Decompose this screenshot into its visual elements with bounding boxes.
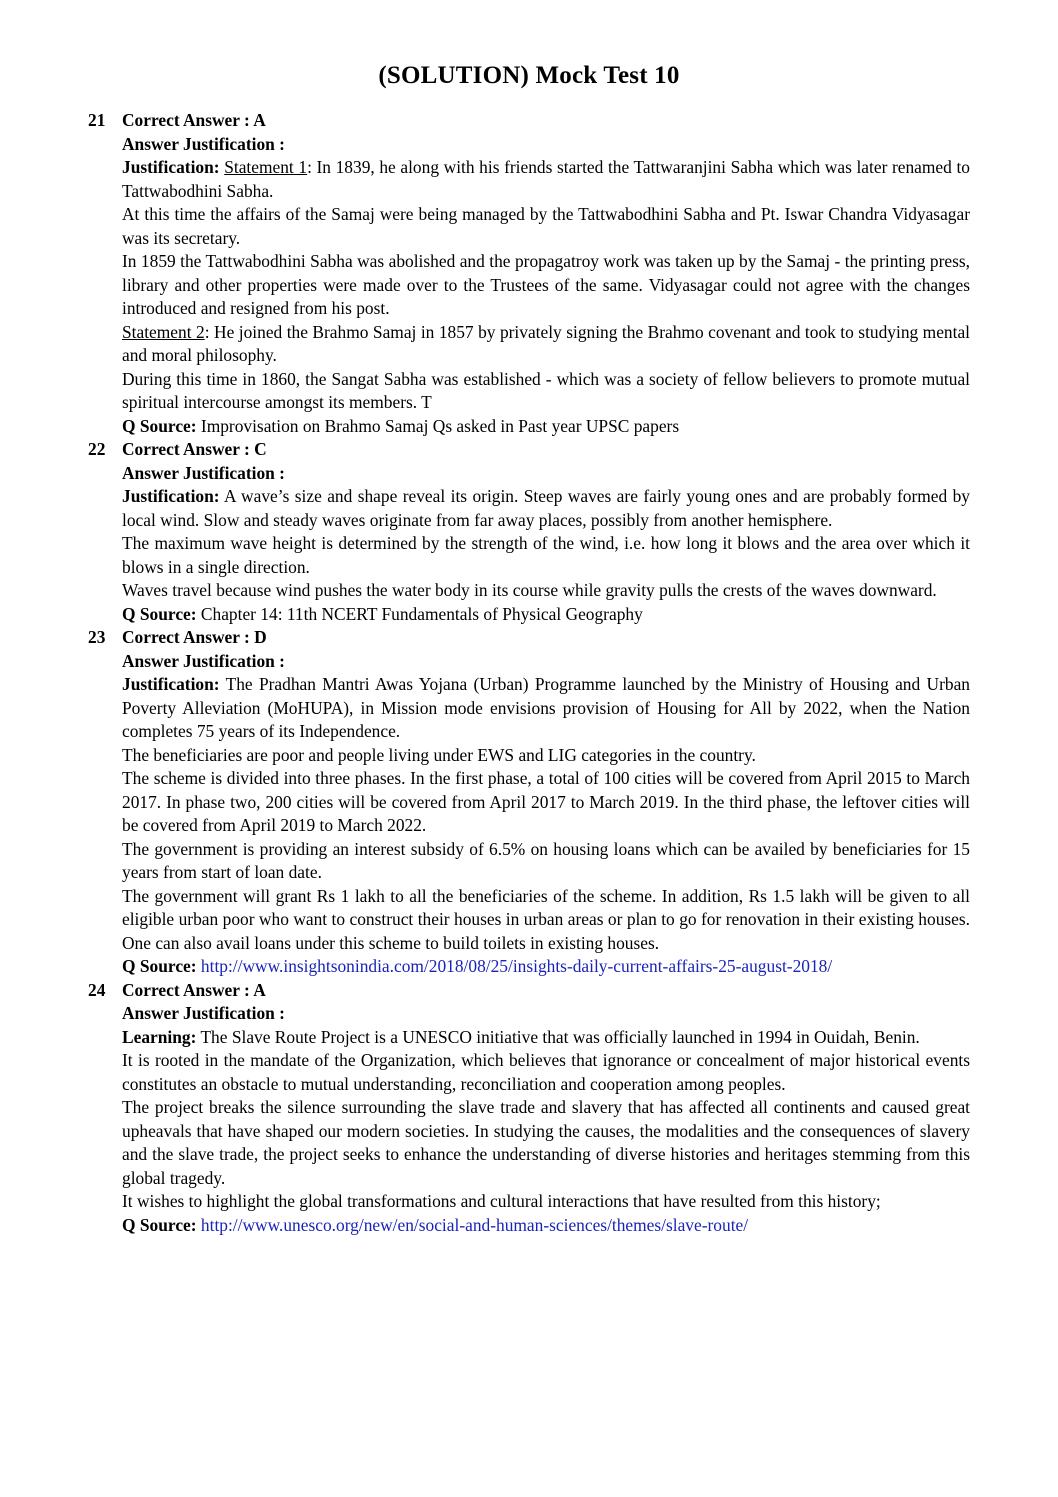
q-source-label: Q Source: (122, 956, 197, 976)
paragraph: The government is providing an interest subsidy of 6.5% on housing loans which can be availed by beneficiaries for 15 years from start of loan date. (122, 838, 970, 882)
question-number: 22 (88, 439, 106, 459)
justification-label: Justification: (122, 157, 220, 177)
correct-answer: Correct Answer : A (122, 110, 266, 130)
justification-paragraph (122, 673, 970, 744)
answer-justification-header: Answer Justification : (122, 462, 285, 483)
learning-paragraph (122, 1026, 970, 1050)
justification-paragraph (122, 485, 970, 532)
statement-2-label: Statement 2 (122, 321, 205, 342)
q-source-text: Improvisation on Brahmo Samaj Qs asked in Past year UPSC papers (196, 415, 680, 436)
correct-answer-line (88, 438, 970, 462)
paragraph: The maximum wave height is determined by the strength of the wind, i.e. how long it blows and the area over which it blows in a single direction. (122, 533, 970, 577)
solutions-document (88, 109, 970, 1237)
q-source (122, 1214, 970, 1238)
question-22 (88, 438, 970, 626)
correct-answer: Correct Answer : C (122, 439, 267, 459)
justification-text: A wave’s size and shape reveal its origin. Steep waves are fairly young ones and are probably formed by local wind. Slow and steady waves originate from far away places, possibly from another hemisphere. (122, 486, 970, 530)
correct-answer: Correct Answer : A (122, 979, 266, 1000)
paragraph: During this time in 1860, the Sangat Sabha was established - which was a society of fellow believers to promote mutual spiritual intercourse amongst its members. T (122, 368, 970, 412)
paragraph: At this time the affairs of the Samaj were being managed by the Tattwabodhini Sabha and Pt. Iswar Chandra Vidyasagar was its secretary. (122, 204, 970, 248)
correct-answer-line (88, 626, 970, 650)
q-source-label: Q Source: (122, 415, 197, 436)
justification-label: Justification: (122, 486, 220, 506)
correct-answer-line (88, 109, 970, 133)
q-source-link[interactable]: http://www.insightsonindia.com/2018/08/25/insights-daily-current-affairs-25-august-2018/ (200, 956, 833, 976)
paragraph: In 1859 the Tattwabodhini Sabha was abolished and the propagatroy work was taken up by the Samaj - the printing press, library and other properties were made over to the Trustees of the same. Vidyasagar could not agree with the changes introduced and resigned from his post. (122, 251, 970, 318)
paragraph: The project breaks the silence surrounding the slave trade and slavery that has affected all continents and caused great upheavals that have shaped our modern societies. In studying the causes, the modalities and the consequences of slavery and the slave trade, the project seeks to enhance the understanding of diverse histories and heritages stemming from this global tragedy. (122, 1097, 970, 1188)
q-source-label: Q Source: (122, 603, 197, 624)
question-number: 23 (88, 627, 106, 647)
answer-justification-header: Answer Justification : (122, 1003, 285, 1023)
q-source (122, 955, 970, 979)
paragraph: The scheme is divided into three phases. In the first phase, a total of 100 cities will be covered from April 2015 to March 2017. In phase two, 200 cities will be covered from April 2017 to March 2019. In the third phase, the leftover cities will be covered from April 2019 to March 2022. (122, 768, 970, 835)
statement-1-label: Statement 1 (224, 157, 308, 177)
page-title: (SOLUTION) Mock Test 10 (378, 62, 680, 89)
paragraph: It is rooted in the mandate of the Organization, which believes that ignorance or concealment of major historical events constitutes an obstacle to mutual understanding, reconciliation and cooperation among peoples. (122, 1050, 970, 1094)
paragraph: The government will grant Rs 1 lakh to all the beneficiaries of the scheme. In addition, Rs 1.5 lakh will be given to all eligible urban poor who want to construct their houses in urban areas or plan to go for renovation in their existing houses. One can also avail loans under this scheme to build toilets in existing houses. (122, 885, 970, 953)
q-source-link[interactable]: http://www.unesco.org/new/en/social-and-human-sciences/themes/slave-route/ (200, 1214, 749, 1235)
q-source-text: Chapter 14: 11th NCERT Fundamentals of Physical Geography (196, 603, 643, 624)
learning-label: Learning: (122, 1026, 197, 1047)
question-number: 24 (88, 979, 106, 1000)
q-source-label: Q Source: (122, 1214, 197, 1235)
q-source (122, 603, 970, 627)
correct-answer: Correct Answer : D (122, 627, 267, 647)
justification-paragraph (122, 156, 970, 203)
question-24 (88, 979, 970, 1238)
justification-label: Justification: (122, 674, 220, 694)
paragraph: Waves travel because wind pushes the water body in its course while gravity pulls the crests of the waves downward. (122, 580, 937, 600)
correct-answer-line (88, 979, 970, 1003)
statement-2-text: : He joined the Brahmo Samaj in 1857 by privately signing the Brahmo covenant and took to studying mental and moral philosophy. (122, 321, 971, 365)
statement-2-paragraph (122, 321, 970, 368)
learning-text: The Slave Route Project is a UNESCO initiative that was officially launched in 1994 in Ouidah, Benin. (196, 1026, 920, 1047)
paragraph: The beneficiaries are poor and people living under EWS and LIG categories in the country. (122, 744, 756, 765)
question-21 (88, 109, 970, 438)
statement-1-text: : In 1839, he along with his friends started the Tattwaranjini Sabha which was later renamed to Tattwabodhini Sabha. (122, 157, 970, 201)
answer-justification-header: Answer Justification : (122, 650, 285, 671)
q-source (122, 415, 970, 439)
question-number: 21 (88, 110, 106, 130)
question-23 (88, 626, 970, 979)
answer-justification-header: Answer Justification : (122, 133, 285, 154)
paragraph: It wishes to highlight the global transformations and cultural interactions that have resulted from this history; (122, 1191, 881, 1211)
justification-text: The Pradhan Mantri Awas Yojana (Urban) Programme launched by the Ministry of Housing and Urban Poverty Alleviation (MoHUPA), in Mission mode envisions provision of Housing for All by 2022, when the Nation completes 75 years of its Independence. (122, 674, 970, 741)
